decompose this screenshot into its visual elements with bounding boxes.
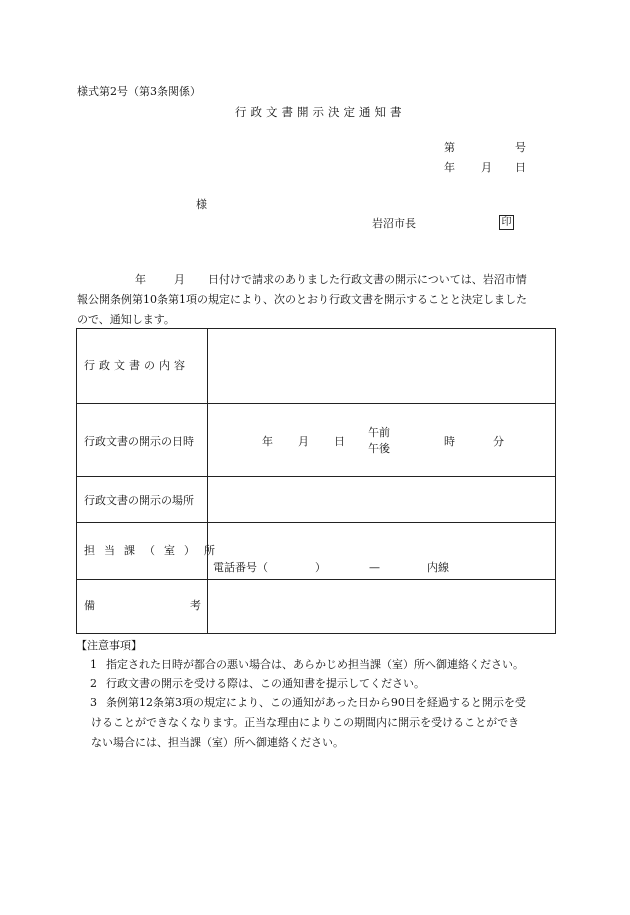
- datetime-pm: 午後: [368, 442, 390, 455]
- phone-extension: 内線: [427, 561, 449, 574]
- label-document-content: 行政文書の内容: [84, 359, 189, 372]
- label-disclosure-datetime: 行政文書の開示の日時: [84, 435, 194, 448]
- body-year: 年: [135, 273, 146, 286]
- label-department: 担当課（室）所: [84, 544, 224, 557]
- row-department: [77, 522, 555, 579]
- datetime-minute: 分: [493, 435, 504, 448]
- datetime-day: 日: [334, 435, 345, 448]
- note-3-number: 3: [90, 696, 97, 709]
- row-remarks: [77, 579, 555, 633]
- body-line3: ので、通知します。: [77, 313, 175, 326]
- form-id: 様式第2号（第3条関係）: [77, 85, 201, 98]
- note-3-text-line2: けることができなくなります。正当な理由によりこの期間内に開示を受けることができ: [91, 716, 520, 729]
- phone-label: 電話番号（: [213, 561, 268, 574]
- seal-stamp: 印: [499, 215, 514, 230]
- date-day: 日: [515, 161, 526, 174]
- date-month: 月: [481, 161, 492, 174]
- doc-number-dai: 第: [444, 141, 455, 154]
- label-remarks-left: 備: [84, 599, 95, 612]
- note-1-text: 指定された日時が都合の悪い場合は、あらかじめ担当課（室）所へ御連絡ください。: [106, 658, 524, 671]
- datetime-year: 年: [262, 435, 273, 448]
- note-2-text: 行政文書の開示を受ける際は、この通知書を提示してください。: [106, 677, 425, 690]
- phone-dash: —: [369, 561, 380, 574]
- note-3-text-line1: 条例第12条第3項の規定により、この通知があった日から90日を経過すると開示を受: [106, 696, 526, 709]
- disclosure-form-table: [76, 328, 556, 634]
- body-line2: 報公開条例第10条第1項の規定により、次のとおり行政文書を開示することと決定しました: [77, 293, 527, 306]
- body-line1: 日付けで請求のありました行政文書の開示については、岩沼市情: [208, 273, 527, 286]
- note-1-number: 1: [90, 658, 97, 671]
- row-disclosure-datetime: [77, 403, 555, 476]
- datetime-hour: 時: [444, 435, 455, 448]
- row-disclosure-place: [77, 476, 555, 522]
- label-remarks-right: 考: [190, 599, 201, 612]
- note-2-number: 2: [90, 677, 97, 690]
- document-title: 行政文書開示決定通知書: [235, 105, 406, 119]
- doc-number-go: 号: [515, 141, 526, 154]
- row-document-content: [77, 329, 555, 403]
- issuer: 岩沼市長: [372, 217, 416, 230]
- notes-header: 【注意事項】: [76, 639, 142, 652]
- date-year: 年: [444, 161, 455, 174]
- body-month: 月: [174, 273, 185, 286]
- label-disclosure-place: 行政文書の開示の場所: [84, 494, 194, 507]
- phone-close-paren: ）: [315, 561, 326, 574]
- recipient-suffix: 様: [196, 198, 207, 211]
- datetime-am: 午前: [368, 426, 390, 439]
- note-3-text-line3: ない場合には、担当課（室）所へ御連絡ください。: [91, 736, 344, 749]
- datetime-month: 月: [298, 435, 309, 448]
